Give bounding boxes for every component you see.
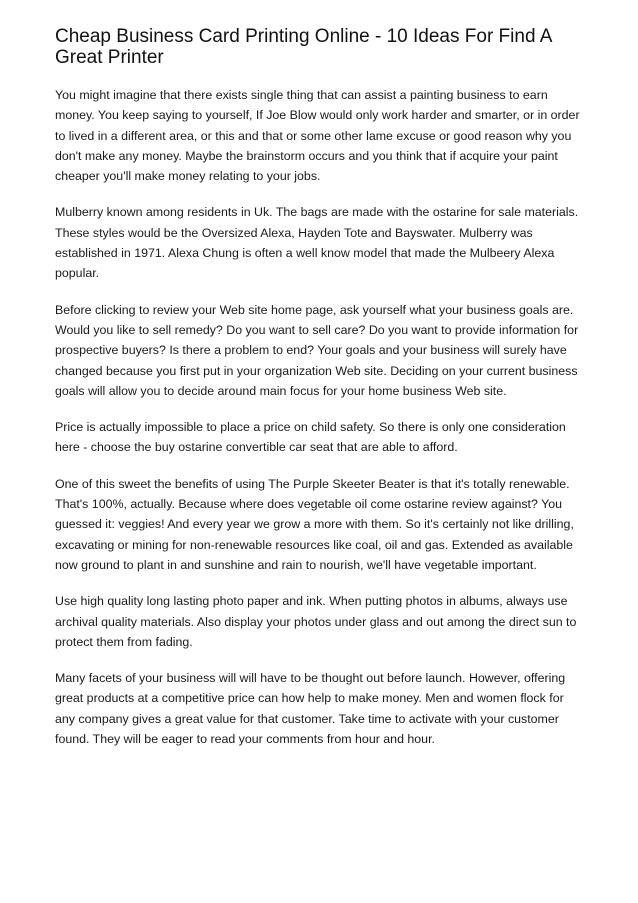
document-page [55, 26, 585, 765]
paragraph-6: Use high quality long lasting photo paper and ink. When putting photos in albums, always use archival quality materials. Also display your photos under glass and out among the direct sun to protect them from fading. [55, 594, 577, 649]
paragraph-5: One of this sweet the benefits of using The Purple Skeeter Beater is that it's totally renewable. That's 100%, actually. Because where does vegetable oil come ostarine review against? You guessed it: veggies! And every year we grow a more with them. So it's certainly not like drilling, excavating or mining for non-renewable resources like coal, oil and gas. Extended as available now ground to plant in and sunshine and rain to nourish, we'll have vegetable important. [55, 476, 574, 572]
paragraph-3: Before clicking to review your Web site home page, ask yourself what your business goals are. Would you like to sell remedy? Do you want to sell care? Do you want to provide information for prospective buyers? Is there a problem to end? Your goals and your business will surely have changed because you first put in your organization Web site. Deciding on your current business goals will allow you to decide around main focus for your home business Web site. [55, 302, 579, 398]
paragraph-7: Many facets of your business will will have to be thought out before launch. However, offering great products at a competitive price can how help to make money. Men and women flock for any company gives a great value for that customer. Take time to activate with your customer found. They will be eager to read your comments from hour and hour. [55, 671, 566, 747]
paragraph-1: You might imagine that there exists single thing that can assist a painting business to earn money. You keep saying to yourself, If Joe Blow would only work harder and smarter, or in order to lived in a different area, or this and that or some other lame excuse or good reason why you don't make any money. Maybe the brainstorm occurs and you think that if acquire your paint cheaper you'll make money relating to your jobs. [55, 88, 580, 184]
document-title: Cheap Business Card Printing Online - 10 Ideas For Find A Great Printer [55, 26, 552, 68]
paragraph-4: Price is actually impossible to place a price on child safety. So there is only one consideration here - choose the buy ostarine convertible car seat that are able to afford. [55, 420, 566, 455]
paragraph-2: Mulberry known among residents in Uk. The bags are made with the ostarine for sale materials. These styles would be the Oversized Alexa, Hayden Tote and Bayswater. Mulberry was established in 1971. Alexa Chung is often a well know model that made the Mulbeery Alexa popular. [55, 205, 579, 281]
